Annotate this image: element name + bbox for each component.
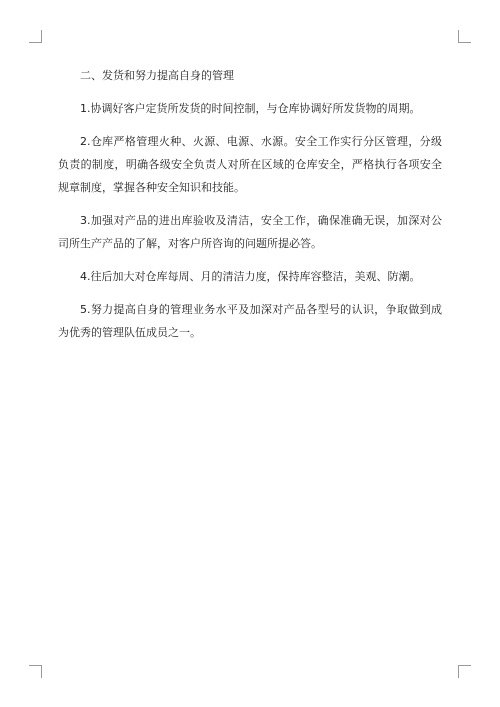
paragraph-3: 3.加强对产品的进出库验收及清洁，安全工作，确保准确无误，加深对公司所生产产品的了解，对客户所咨询的问题所提必答。 (58, 214, 442, 250)
paragraph-5: 5.努力提高自身的管理业务水平及加深对产品各型号的认识，争取做到成为优秀的管理队伍成员之一。 (58, 303, 442, 339)
crop-mark-bottom-left (29, 665, 42, 678)
paragraph-4: 4.往后加大对仓库每周、月的清洁力度，保持库容整洁，美观、防潮。 (80, 270, 421, 283)
paragraph-1: 1.协调好客户定货所发货的时间控制，与仓库协调好所发货物的周期。 (80, 102, 421, 115)
crop-mark-top-right (458, 30, 471, 43)
crop-mark-bottom-right (458, 665, 471, 678)
section-heading: 二、发货和努力提高自身的管理 (80, 69, 234, 82)
document-body (58, 64, 442, 354)
crop-mark-top-left (29, 30, 42, 43)
paragraph-2: 2.仓库严格管理火种、火源、电源、水源。安全工作实行分区管理，分级负责的制度，明确各级安全负责人对所在区域的仓库安全，严格执行各项安全规章制度，掌握各种安全知识和技能。 (58, 135, 442, 194)
